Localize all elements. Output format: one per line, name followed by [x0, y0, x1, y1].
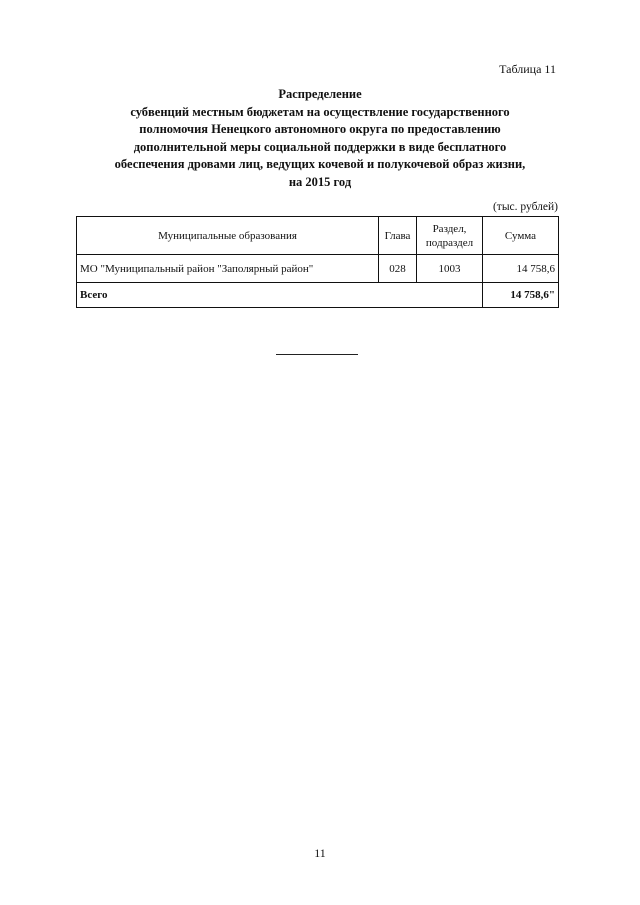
- subsidy-table: [76, 216, 559, 308]
- title-line: обеспечения дровами лиц, ведущих кочевой и полукочевой образ жизни,: [114, 157, 526, 172]
- title-line: полномочия Ненецкого автономного округа по предоставлению: [139, 122, 501, 137]
- table-row: [77, 255, 559, 283]
- cell-section: 1003: [417, 255, 483, 283]
- total-amount: 14 758,6": [483, 283, 559, 308]
- title-line: на 2015 год: [288, 174, 352, 189]
- title-line: Распределение: [278, 87, 362, 101]
- header-section-line: Раздел,: [432, 222, 467, 235]
- units-note: (тыс. рублей): [492, 201, 558, 213]
- cell-chapter: 028: [379, 255, 417, 283]
- document-title: [80, 86, 560, 192]
- title-line: дополнительной меры социальной поддержки в виде бесплатного: [133, 139, 507, 154]
- header-amount: Сумма: [483, 217, 559, 255]
- header-subsection-line: подраздел: [425, 236, 474, 249]
- table-header-row: [77, 217, 559, 255]
- header-section: [417, 217, 483, 255]
- end-divider: [276, 354, 358, 355]
- header-chapter: Глава: [379, 217, 417, 255]
- header-municipality: Муниципальные образования: [77, 217, 379, 255]
- cell-amount: 14 758,6: [483, 255, 559, 283]
- cell-municipality: МО "Муниципальный район "Заполярный район": [77, 255, 379, 283]
- table-number-label: Таблица 11: [499, 62, 556, 76]
- page-number: 11: [314, 846, 326, 860]
- title-line: субвенций местным бюджетам на осуществление государственного: [130, 104, 510, 119]
- total-label: Всего: [77, 283, 483, 308]
- total-row: [77, 283, 559, 308]
